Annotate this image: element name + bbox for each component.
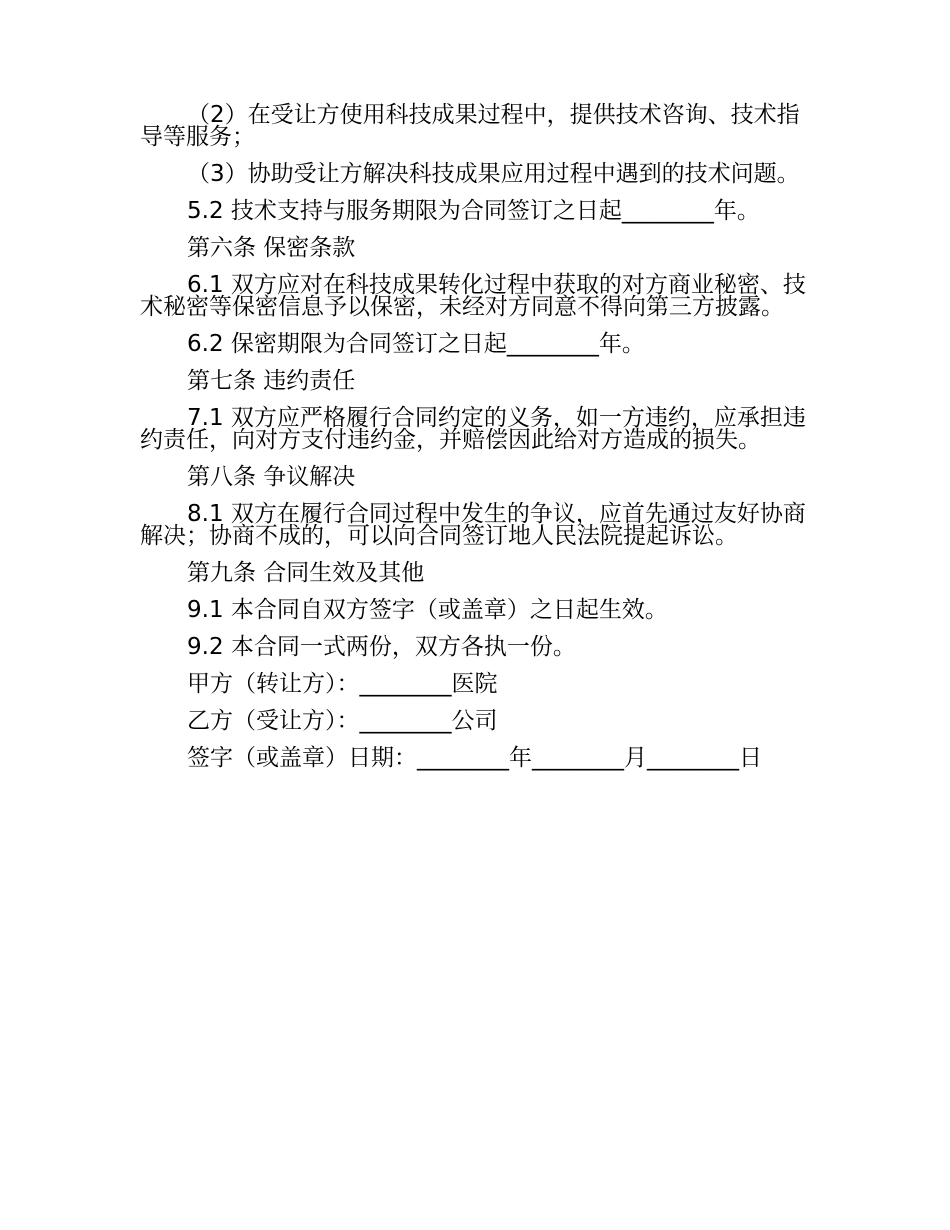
clause-6-1: 6.1 双方应对在科技成果转化过程中获取的对方商业秘密、技术秘密等保密信息予以保密，未经对方同意不得向第三方披露。 — [140, 272, 806, 320]
party-b-line: 乙方（受让方）：________公司 — [187, 708, 498, 734]
clause-5-1-item-3: （3）协助受让方解决科技成果应用过程中遇到的技术问题。 — [187, 161, 800, 187]
clause-5-2: 5.2 技术支持与服务期限为合同签订之日起________年。 — [187, 198, 760, 224]
clause-5-1-item-2: （2）在受让方使用科技成果过程中，提供技术咨询、技术指导等服务； — [140, 102, 800, 150]
clause-7-1: 7.1 双方应严格履行合同约定的义务，如一方违约，应承担违约责任，向对方支付违约金，并赔偿因此给对方造成的损失。 — [140, 405, 806, 453]
article-8-heading: 第八条 争议解决 — [187, 464, 356, 490]
clause-6-2: 6.2 保密期限为合同签订之日起________年。 — [187, 331, 645, 357]
clause-9-1: 9.1 本合同自双方签字（或盖章）之日起生效。 — [187, 597, 668, 623]
article-6-heading: 第六条 保密条款 — [187, 235, 356, 261]
party-a-line: 甲方（转让方）：________医院 — [187, 671, 498, 697]
clause-8-1: 8.1 双方在履行合同过程中发生的争议，应首先通过友好协商解决；协商不成的，可以向合同签订地人民法院提起诉讼。 — [140, 501, 806, 549]
article-9-heading: 第九条 合同生效及其他 — [187, 560, 425, 586]
clause-9-2: 9.2 本合同一式两份，双方各执一份。 — [187, 634, 576, 660]
document-body — [140, 104, 808, 784]
signature-date-line: 签字（或盖章）日期：________年________月________日 — [187, 745, 762, 771]
article-7-heading: 第七条 违约责任 — [187, 368, 356, 394]
